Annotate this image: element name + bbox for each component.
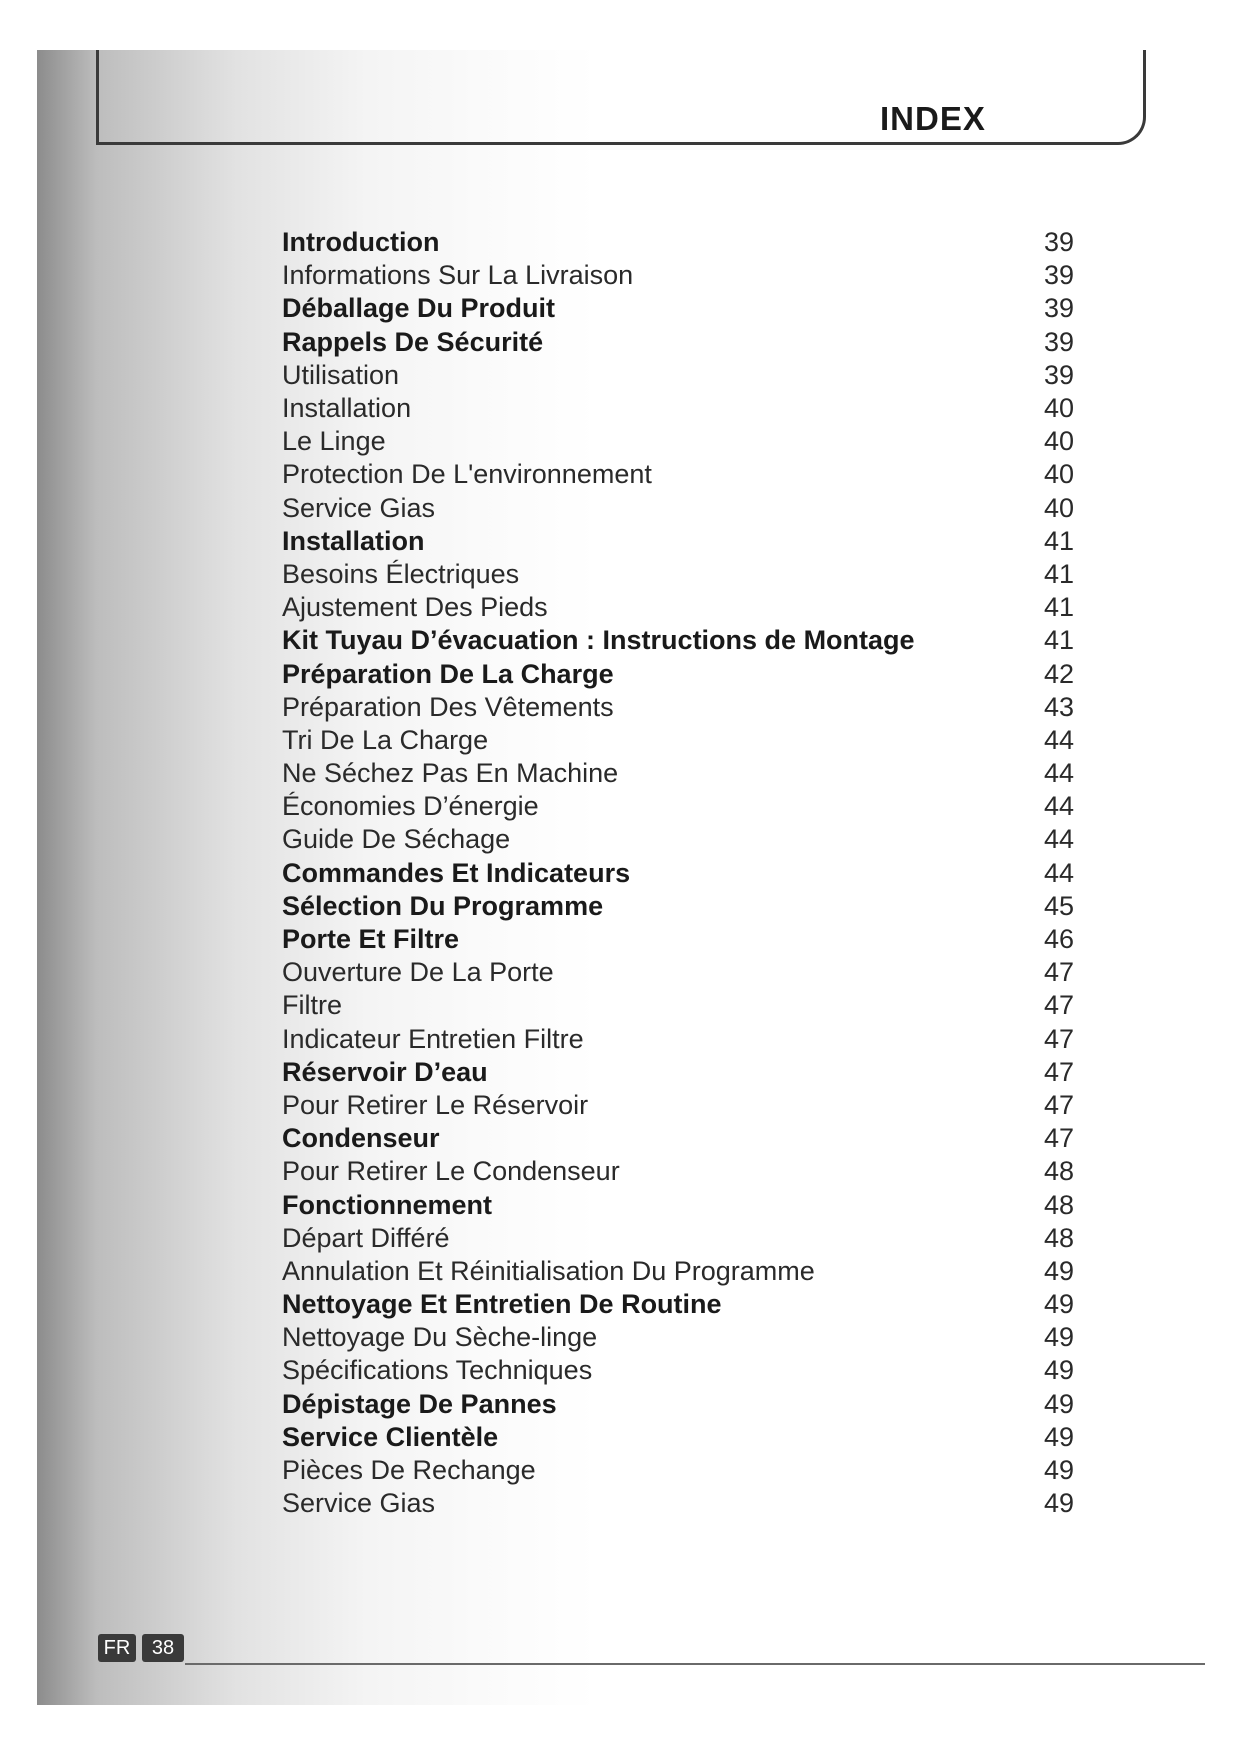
toc-entry-page: 49 (1044, 1355, 1075, 1386)
toc-entry-title: Kit Tuyau D’évacuation : Instructions de Montage (282, 625, 915, 656)
toc-entry-title: Ouverture De La Porte (282, 957, 554, 988)
toc-entry-title: Annulation Et Réinitialisation Du Programme (282, 1255, 815, 1286)
toc-entry-page: 39 (1044, 359, 1075, 390)
toc-entry-page: 44 (1044, 724, 1075, 755)
toc-entry-page: 39 (1044, 227, 1075, 258)
toc-entry-page: 49 (1044, 1421, 1075, 1452)
toc-entry-title: Rappels De Sécurité (282, 326, 544, 357)
toc-entry-title: Dépistage De Pannes (282, 1388, 557, 1419)
toc-entry (282, 1487, 1082, 1520)
toc-entry (282, 724, 1082, 757)
toc-entry-page: 46 (1044, 924, 1075, 955)
toc-entry-title: Sélection Du Programme (282, 890, 604, 921)
toc-entry-page: 42 (1044, 658, 1075, 689)
toc-entry-page: 49 (1044, 1289, 1075, 1320)
footer-divider (185, 1663, 1205, 1665)
toc-entry (282, 1288, 1082, 1321)
toc-entry-title: Introduction (282, 227, 440, 258)
toc-entry (282, 1421, 1082, 1454)
toc-entry-title: Utilisation (282, 359, 400, 390)
toc-entry-page: 39 (1044, 326, 1075, 357)
toc-entry (282, 790, 1082, 823)
toc-entry-title: Le Linge (282, 426, 386, 457)
toc-entry-title: Service Gias (282, 1488, 436, 1519)
toc-entry-title: Installation (282, 393, 412, 424)
toc-entry (282, 226, 1082, 259)
toc-entry-page: 40 (1044, 492, 1075, 523)
toc-entry-page: 40 (1044, 426, 1075, 457)
toc-entry-title: Pour Retirer Le Réservoir (282, 1089, 589, 1120)
toc-entry (282, 1056, 1082, 1089)
toc-entry (282, 1354, 1082, 1387)
toc-entry-page: 41 (1044, 592, 1075, 623)
toc-entry-page: 40 (1044, 459, 1075, 490)
toc-entry-title: Départ Différé (282, 1222, 450, 1253)
toc-entry (282, 292, 1082, 325)
page-number-badge: 38 (142, 1634, 184, 1662)
toc-entry (282, 392, 1082, 425)
toc-entry (282, 923, 1082, 956)
page-title: INDEX (880, 100, 986, 137)
toc-entry (282, 1089, 1082, 1122)
toc-entry (282, 624, 1082, 657)
toc-entry-title: Préparation Des Vêtements (282, 691, 614, 722)
toc-entry-title: Déballage Du Produit (282, 293, 556, 324)
toc-entry-page: 49 (1044, 1388, 1075, 1419)
language-badge: FR (98, 1634, 136, 1662)
toc-entry-title: Guide De Séchage (282, 824, 511, 855)
toc-entry-title: Fonctionnement (282, 1189, 492, 1220)
toc-entry-title: Pour Retirer Le Condenseur (282, 1156, 620, 1187)
toc-entry-page: 44 (1044, 857, 1075, 888)
toc-entry (282, 259, 1082, 292)
toc-entry-page: 44 (1044, 791, 1075, 822)
toc-entry (282, 691, 1082, 724)
toc-entry-page: 49 (1044, 1322, 1075, 1353)
toc-entry-page: 44 (1044, 824, 1075, 855)
toc-entry-title: Pièces De Rechange (282, 1455, 536, 1486)
toc-entry-title: Besoins Électriques (282, 558, 520, 589)
toc-entry-page: 45 (1044, 890, 1075, 921)
toc-entry-page: 47 (1044, 1023, 1075, 1054)
toc-entry (282, 1321, 1082, 1354)
toc-entry-title: Service Gias (282, 492, 436, 523)
toc-entry-page: 49 (1044, 1455, 1075, 1486)
toc-entry (282, 492, 1082, 525)
toc-entry-title: Porte Et Filtre (282, 924, 460, 955)
toc-entry (282, 857, 1082, 890)
toc-entry-page: 44 (1044, 758, 1075, 789)
toc-entry-title: Service Clientèle (282, 1421, 499, 1452)
toc-entry (282, 359, 1082, 392)
toc-entry (282, 591, 1082, 624)
toc-entry-title: Protection De L'environnement (282, 459, 652, 490)
toc-entry (282, 1222, 1082, 1255)
toc-entry-page: 41 (1044, 625, 1075, 656)
toc-entry-page: 39 (1044, 260, 1075, 291)
toc-entry-page: 48 (1044, 1189, 1075, 1220)
toc-entry-title: Spécifications Techniques (282, 1355, 593, 1386)
toc-entry-page: 47 (1044, 957, 1075, 988)
toc-entry (282, 890, 1082, 923)
toc-entry-title: Installation (282, 525, 425, 556)
toc-entry-title: Ajustement Des Pieds (282, 592, 548, 623)
toc-entry (282, 1188, 1082, 1221)
toc-entry-title: Économies D’énergie (282, 791, 539, 822)
toc-entry-page: 47 (1044, 1123, 1075, 1154)
toc-entry (282, 657, 1082, 690)
table-of-contents (282, 226, 1082, 1520)
toc-entry-title: Nettoyage Du Sèche-linge (282, 1322, 598, 1353)
toc-entry (282, 956, 1082, 989)
toc-entry-title: Nettoyage Et Entretien De Routine (282, 1289, 722, 1320)
toc-entry-title: Indicateur Entretien Filtre (282, 1023, 584, 1054)
toc-entry (282, 558, 1082, 591)
toc-entry (282, 757, 1082, 790)
toc-entry-page: 43 (1044, 691, 1075, 722)
toc-entry (282, 458, 1082, 491)
toc-entry-page: 47 (1044, 1089, 1075, 1120)
toc-entry (282, 326, 1082, 359)
toc-entry-page: 40 (1044, 393, 1075, 424)
toc-entry-title: Filtre (282, 990, 342, 1021)
toc-entry (282, 1454, 1082, 1487)
toc-entry (282, 823, 1082, 856)
toc-entry-page: 39 (1044, 293, 1075, 324)
toc-entry-page: 47 (1044, 990, 1075, 1021)
toc-entry (282, 425, 1082, 458)
toc-entry (282, 525, 1082, 558)
toc-entry-page: 47 (1044, 1056, 1075, 1087)
toc-entry-page: 48 (1044, 1156, 1075, 1187)
toc-entry-title: Condenseur (282, 1123, 440, 1154)
toc-entry-title: Tri De La Charge (282, 724, 489, 755)
toc-entry (282, 1155, 1082, 1188)
toc-entry-title: Ne Séchez Pas En Machine (282, 758, 619, 789)
toc-entry (282, 1255, 1082, 1288)
toc-entry (282, 1388, 1082, 1421)
toc-entry-page: 49 (1044, 1255, 1075, 1286)
toc-entry-page: 49 (1044, 1488, 1075, 1519)
toc-entry-title: Préparation De La Charge (282, 658, 614, 689)
toc-entry (282, 1122, 1082, 1155)
toc-entry-page: 41 (1044, 525, 1075, 556)
toc-entry (282, 989, 1082, 1022)
toc-entry (282, 1023, 1082, 1056)
toc-entry-page: 48 (1044, 1222, 1075, 1253)
toc-entry-page: 41 (1044, 558, 1075, 589)
toc-entry-title: Informations Sur La Livraison (282, 260, 634, 291)
toc-entry-title: Réservoir D’eau (282, 1056, 488, 1087)
toc-entry-title: Commandes Et Indicateurs (282, 857, 631, 888)
